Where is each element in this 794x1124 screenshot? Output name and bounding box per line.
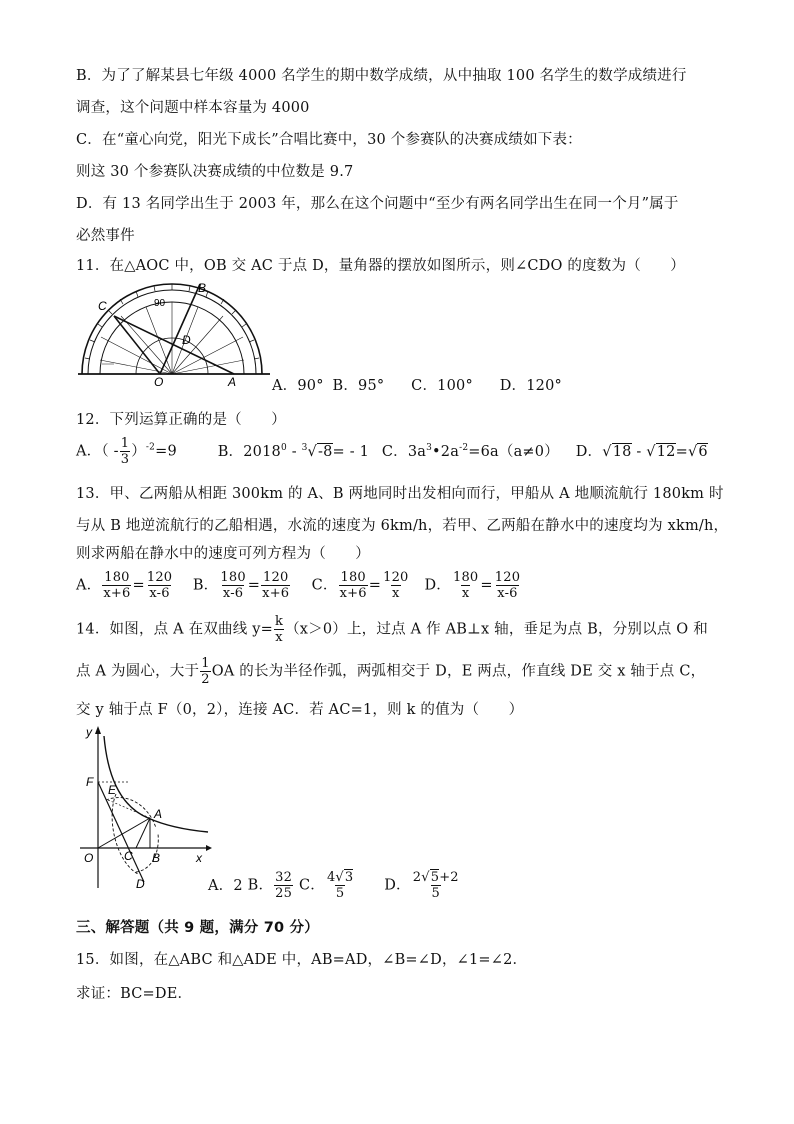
protractor-figure xyxy=(74,280,274,388)
q14-k-num: k xyxy=(275,614,284,629)
q14-line-1-a: 14．如图，点 A 在双曲线 y= xyxy=(76,621,273,638)
q14-b-frac xyxy=(274,870,293,901)
label-A: A xyxy=(154,807,163,821)
q14-k-den: x xyxy=(275,630,283,645)
q12-stem: 12．下列运算正确的是（ ） xyxy=(76,412,286,428)
label-A: A xyxy=(228,375,237,388)
q11-options xyxy=(272,374,562,395)
q14-line-2 xyxy=(76,656,705,687)
q13-d-n1: 180 xyxy=(452,570,479,585)
q12-b-mid: - xyxy=(286,443,302,460)
q11-option-d[interactable]: D．120° xyxy=(499,378,562,394)
q13-c-d2: x xyxy=(392,586,400,601)
q13-option-d[interactable] xyxy=(424,570,522,601)
q12-c-result: =6a（a≠0） xyxy=(468,443,559,460)
q14-options xyxy=(208,870,461,901)
q13-option-a[interactable] xyxy=(76,570,188,601)
label-C: C xyxy=(98,299,107,313)
q14-half-frac xyxy=(200,656,210,687)
q13-d-frac1 xyxy=(452,570,479,601)
sqrt-icon: √ xyxy=(602,443,612,460)
option-c-line-1: C．在“童心向党，阳光下成长”合唱比赛中，30 个参赛队的决赛成绩如下表： xyxy=(76,132,582,148)
q12-c-text: C．3a xyxy=(381,443,427,460)
section-3-heading: 三、解答题（共 9 题，满分 70 分） xyxy=(76,920,319,936)
q13-d-eq: = xyxy=(480,577,493,594)
q13-c-n1: 180 xyxy=(340,570,366,585)
q13-b-n2: 120 xyxy=(263,570,289,585)
q12-c-mid: •2a xyxy=(432,443,460,460)
sqrt-icon: √ xyxy=(307,443,317,460)
q12-a-den: 3 xyxy=(120,452,130,467)
q12-options xyxy=(76,436,708,467)
label-D: D xyxy=(182,333,191,347)
q14-b-den: 25 xyxy=(275,886,293,901)
q13-a-frac1 xyxy=(102,570,131,601)
q13-a-eq: = xyxy=(132,577,145,594)
q14-option-a[interactable]: A．2 xyxy=(208,877,243,894)
q14-c-rad: 3 xyxy=(344,870,354,885)
sqrt-icon: √ xyxy=(421,870,430,885)
q14-c-frac xyxy=(326,870,354,901)
q14-d-coef: 2 xyxy=(412,870,422,885)
q11-stem: 11．在△AOC 中，OB 交 AC 于点 D，量角器的摆放如图所示，则∠CDO 的度数为（ ） xyxy=(76,258,685,274)
q13-d-d1: x xyxy=(461,586,470,601)
q13-b-frac2 xyxy=(261,570,290,601)
q12-d-eq: = xyxy=(675,443,688,460)
q11-option-c[interactable]: C．100° xyxy=(411,378,473,394)
q14-d-frac xyxy=(412,870,460,901)
q14-d-letter: D． xyxy=(384,877,411,894)
q12-d-minus: - xyxy=(631,443,647,460)
q12-a-result: =9 xyxy=(155,443,177,460)
q13-b-eq: = xyxy=(247,577,261,594)
q12-b-radicand: -8 xyxy=(318,443,333,460)
q14-k-frac xyxy=(274,614,284,645)
q13-b-n1: 180 xyxy=(220,570,246,585)
q13-option-b[interactable] xyxy=(193,570,307,601)
hyperbola-figure xyxy=(76,722,216,892)
q13-d-letter: D． xyxy=(424,577,451,594)
q12-c-exp1: 3 xyxy=(426,442,433,453)
q14-c-num xyxy=(326,870,354,885)
label-D: D xyxy=(136,877,145,891)
q12-d-r1: 18 xyxy=(612,443,632,460)
label-C: C xyxy=(124,849,133,863)
q14-d-num xyxy=(412,870,460,885)
q13-option-c[interactable] xyxy=(312,570,420,601)
q12-a-num: 1 xyxy=(120,436,130,451)
q12-option-c[interactable] xyxy=(382,440,559,461)
option-b-line-1: B．为了了解某县七年级 4000 名学生的期中数学成绩，从中抽取 100 名学生的数学成绩进行 xyxy=(76,68,687,84)
label-ninety: 90 xyxy=(154,298,166,309)
option-c-line-2: 则这 30 个参赛队决赛成绩的中位数是 9.7 xyxy=(76,164,354,180)
q14-half-num: 1 xyxy=(201,656,210,671)
q13-d-n2: 120 xyxy=(494,570,521,585)
q14-line-2-a: 点 A 为圆心，大于 xyxy=(76,663,200,680)
q13-c-letter: C． xyxy=(311,577,338,594)
sqrt-icon: √ xyxy=(646,443,656,460)
label-O: O xyxy=(154,375,164,388)
q14-line-3: 交 y 轴于点 F（0，2），连接 AC．若 AC=1，则 k 的值为（ ） xyxy=(76,702,524,718)
q13-line-3: 则求两船在静水中的速度可列方程为（ ） xyxy=(76,546,370,562)
q12-option-b[interactable] xyxy=(218,440,369,461)
q13-a-n1: 180 xyxy=(104,570,130,585)
q13-b-letter: B． xyxy=(192,577,219,594)
q13-c-eq: = xyxy=(368,577,382,594)
label-x: x xyxy=(196,851,202,865)
sqrt-icon: √ xyxy=(687,443,698,460)
q11-option-a[interactable]: A．90° xyxy=(272,378,324,394)
q12-d-r3: 6 xyxy=(698,443,708,460)
sqrt-icon: √ xyxy=(335,870,344,885)
label-E: E xyxy=(108,783,117,797)
label-F: F xyxy=(86,775,94,789)
label-y: y xyxy=(86,725,92,739)
q12-a-prefix: A．（ - xyxy=(76,443,119,460)
q12-c-exp2: -2 xyxy=(459,442,469,453)
q14-c-letter: C． xyxy=(298,877,325,894)
q14-d-den: 5 xyxy=(431,886,440,901)
q14-d-tail: +2 xyxy=(439,870,459,885)
q13-b-frac1 xyxy=(219,570,246,601)
q12-b-result: = - 1 xyxy=(332,443,370,460)
label-O: O xyxy=(84,851,94,865)
label-B: B xyxy=(152,851,161,865)
q13-a-letter: A． xyxy=(76,577,102,594)
q14-option-d[interactable] xyxy=(384,870,461,901)
q12-a-exp: -2 xyxy=(145,442,156,453)
q14-line-1 xyxy=(76,614,708,645)
q12-option-a[interactable] xyxy=(76,436,177,467)
option-d-line-1: D．有 13 名同学出生于 2003 年，那么在这个问题中“至少有两名同学出生在同一个月”属于 xyxy=(76,196,679,212)
q12-d-r2: 12 xyxy=(656,443,676,460)
q13-c-frac1 xyxy=(339,570,368,601)
q12-b-index: 3 xyxy=(301,442,308,453)
q14-half-den: 2 xyxy=(201,672,210,687)
q11-option-b[interactable]: B．95° xyxy=(332,378,385,394)
q13-b-d2: x+6 xyxy=(262,586,290,601)
q14-d-rad: 5 xyxy=(430,870,440,885)
q13-b-d1: x-6 xyxy=(222,586,244,601)
q13-c-d1: x+6 xyxy=(339,586,367,601)
q14-b-letter: B． xyxy=(247,877,274,894)
q14-line-2-b: OA 的长为半径作弧，两弧相交于 D，E 两点，作直线 DE 交 x 轴于点 C， xyxy=(211,663,706,680)
q13-d-frac2 xyxy=(494,570,521,601)
q13-options xyxy=(76,570,522,601)
q13-a-n2: 120 xyxy=(146,570,173,585)
q12-b-text: B．2018 xyxy=(217,443,281,460)
q13-a-d2: x-6 xyxy=(149,586,170,601)
q13-line-1: 13．甲、乙两船从相距 300km 的 A、B 两地同时出发相向而行，甲船从 A 地顺流航行 180km 时 xyxy=(76,486,724,502)
q14-option-b[interactable] xyxy=(248,870,295,901)
q14-b-num: 32 xyxy=(275,870,293,885)
q12-d-text: D． xyxy=(575,443,603,460)
q13-c-frac2 xyxy=(382,570,409,601)
q13-a-frac2 xyxy=(146,570,173,601)
label-B: B xyxy=(198,281,207,295)
q14-c-coef: 4 xyxy=(326,870,336,885)
q13-a-d1: x+6 xyxy=(103,586,131,601)
q12-b-exp: 0 xyxy=(280,442,287,453)
q15-line-1: 15．如图，在△ABC 和△ADE 中，AB=AD，∠B=∠D，∠1=∠2． xyxy=(76,952,528,968)
q12-a-fraction xyxy=(120,436,130,467)
q14-c-den: 5 xyxy=(335,886,345,901)
q13-c-n2: 120 xyxy=(383,570,409,585)
q13-line-2: 与从 B 地逆流航行的乙船相遇，水流的速度为 6km/h，若甲、乙两船在静水中的速度均为 xkm/h， xyxy=(76,518,729,534)
option-d-line-2: 必然事件 xyxy=(76,228,135,244)
q14-line-1-b: （x＞0）上，过点 A 作 AB⊥x 轴，垂足为点 B，分别以点 O 和 xyxy=(285,621,708,638)
q13-d-d2: x-6 xyxy=(497,586,518,601)
option-b-line-2: 调查，这个问题中样本容量为 4000 xyxy=(76,100,310,116)
q12-option-d[interactable] xyxy=(576,440,708,461)
q15-line-2: 求证：BC=DE． xyxy=(76,986,193,1002)
q12-a-suffix: ） xyxy=(131,443,146,460)
q14-option-c[interactable] xyxy=(299,870,355,901)
